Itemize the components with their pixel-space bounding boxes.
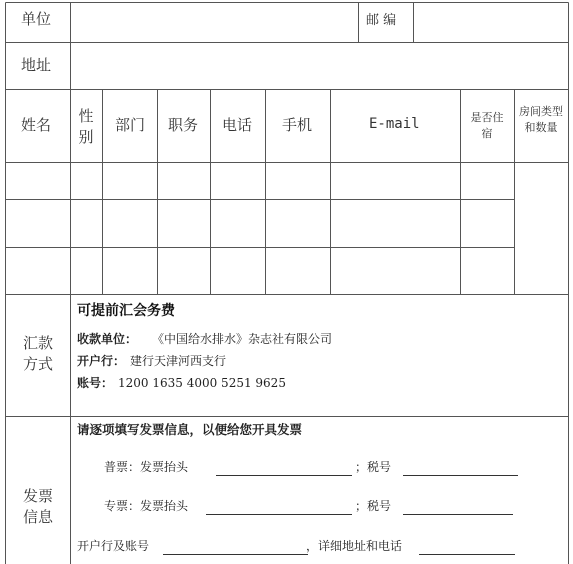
special-tax-label: ；税号 [355,499,392,513]
special-invoice-label: 专票：发票抬头 [104,499,189,513]
general-invoice-label: 普票：发票抬头 [104,460,189,474]
address-input[interactable] [72,44,567,88]
unit-input[interactable] [72,4,357,41]
invoice-label: 发票信息 [22,487,53,526]
invoice-instruction: 请逐项填写发票信息，以便给您开具发票 [77,422,303,437]
general-tax-label: ；税号 [355,460,392,474]
address-label: 地址 [21,56,52,74]
bank-account-label: 开户行及账号 [77,539,150,553]
col-email: E-mail [369,116,420,132]
payee-value: 《中国给水排水》杂志社有限公司 [152,332,333,346]
payee-label: 收款单位： [77,332,138,346]
postcode-input[interactable] [415,4,567,41]
col-name: 姓名 [21,116,52,134]
col-room: 房间类型和数量 [519,105,563,134]
account-value: 1200 1635 4000 5251 9625 [118,376,286,390]
address-phone-label: ，详细地址和电话 [306,539,403,553]
col-lodging: 是否住宿 [470,111,504,140]
col-mobile: 手机 [282,116,313,134]
attendee-row[interactable] [7,201,513,246]
special-invoice-title-field[interactable] [206,514,352,515]
attendee-row[interactable] [7,164,513,198]
general-invoice-title-field[interactable] [216,475,352,476]
remittance-label: 汇款方式 [22,334,53,373]
address-phone-field[interactable] [419,554,515,555]
bank-label: 开户行： [77,354,126,368]
bank-account-field[interactable] [163,554,308,555]
col-phone: 电话 [222,116,253,134]
bank-value: 建行天津河西支行 [130,354,227,368]
attendee-row[interactable] [7,249,513,293]
unit-label: 单位 [21,10,52,28]
postcode-label: 邮 编 [366,13,397,28]
col-position: 职务 [168,116,199,134]
account-label: 账号： [77,376,114,390]
general-tax-field[interactable] [403,475,518,476]
col-gender: 性别 [78,107,94,146]
remittance-title: 可提前汇会务费 [77,303,175,319]
col-department: 部门 [115,116,146,134]
special-tax-field[interactable] [403,514,513,515]
